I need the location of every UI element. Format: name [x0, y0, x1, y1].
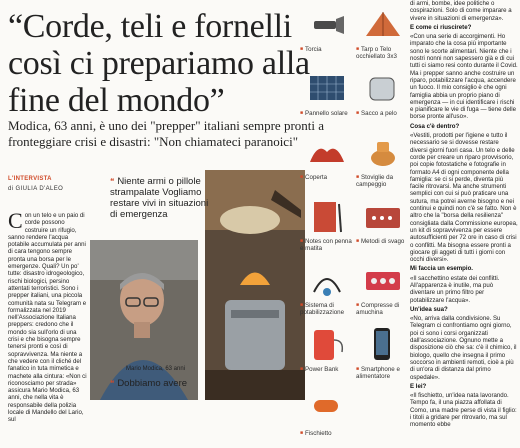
flashlight-icon: [306, 6, 348, 44]
pull-quote-second: [110, 378, 210, 389]
interview-question: Mi faccia un esempio.: [410, 265, 473, 273]
camping-stove-icon: [362, 134, 404, 172]
article-body: [8, 208, 88, 424]
kit-item: ■ Coperta: [300, 128, 354, 192]
kit-item: ■ Sacco a pelo: [356, 64, 410, 128]
sleeping-bag-icon: [362, 70, 404, 108]
solar-panel-icon: [306, 70, 348, 108]
section-label: L'INTERVISTA: [8, 176, 52, 182]
interview-answer: «Il sacchettino estate dei conflitti. All'apparenza è inutile, ma può diventare un primo filtro per potabilizzare l'acqua».: [410, 274, 500, 304]
quote-mark-icon: ❝: [110, 177, 115, 186]
tablets-icon: [362, 262, 404, 300]
drop-cap: C: [8, 208, 23, 233]
tarp-icon: [362, 6, 404, 44]
kit-item: ■ Compresse di amuchina: [356, 256, 410, 320]
article-body-text: on un telo e un paio di corde possono costruire un rifugio, sanno rendere l'acqua potabile accumulata per anni di cara tengono sempre pronta una borsa per le emergenze. Quali? Un po' tutte: disastro idrogeologico, rischi biologici, persino attentati terroristici. Sono i prepper italiani, una piccola comunità nata su Telegram e formalizzata nel 2019 nell'Associazione Italiana preppers: credono che il mondo sia sull'orlo di una crisi e che bisogna sempre tenersi pronti e così di sopravvivenza. Ma niente a che vedere con il cliché del fanatico in tuta mimetica e machete alla cintura: «Non ci riconosciamo per strada» assicura Mario Modica, 63 anni, che nella vita è responsabile della polizia locale di Mandello del Lario, sul: [8, 212, 87, 424]
whistle-icon: [306, 390, 348, 428]
kit-item: ■ Sistema di potabilizzazione: [300, 256, 354, 320]
kit-item: ■ Stoviglie da campeggio: [356, 128, 410, 192]
pull-quote-second-text: Dobbiamo avere: [117, 378, 188, 389]
byline: di GIULIA D'ALEO: [8, 186, 64, 192]
subhead: Modica, 63 anni, è uno dei "prepper" italiani sempre pronti a fronteggiare crisi e disastri: "Non chiamateci paranoici": [8, 118, 325, 149]
interview-answer: «Vestiti, prodotti per l'igiene e tutto il necessario se si dovesse restare diversi giorni fuori casa. Un telo e delle corde per creare un riparo provvisorio, poi copie fotostatiche e fotografie in formato A4 di ogni componente della famiglia: se ci si perde, diventa più facile ritrovarsi. Ma anche strumenti semplici con cui si può praticare una sutura, ma potrei averne bisogno e nei continui e quindi non c'è se fatto. Non è altro che la "borsa della resilienza" consigliata dalla Commissione europea, un kit di sopravvivenza per essere autosufficienti per 72 ore in caso di crisi o conflitti. Ma bisogna essere pronti a giocare gli aggeti di tutti i giorni con occhi diversi».: [410, 132, 518, 264]
portrait-photo: [90, 240, 198, 400]
smartphone-icon: [362, 326, 404, 364]
games-icon: [362, 198, 404, 236]
stove-photo: [205, 170, 305, 400]
kit-item: ■ Fischietto: [300, 384, 354, 448]
kit-item: ■ Smartphone e alimentatore: [356, 320, 410, 384]
headline: “Corde, teli e fornelli così ci prepariamo alla fine del mondo”: [8, 8, 310, 119]
kit-item: ■ Tarp o Telo occhiellato 3x3: [356, 0, 410, 64]
pull-quote: [110, 176, 210, 220]
kit-item: ■ Notes con penna e matita: [300, 192, 354, 256]
interview-answer: «No, arriva dalla condivisione. Su Telegram ci confrontiamo ogni giorno, poi ci sono i corsi organizzati dall'associazione. Ognuno mette a disposizione ciò che sa: c'è il chimico, il biologo, quello che insegna il primo soccorso in ambienti remoti, cioè a più di un'ora di distanza dal primo ospedale».: [410, 315, 517, 381]
interview-question: Cosa c'è dentro?: [410, 122, 460, 130]
interview-answer: di armi, bombe, idee politiche o cospirazioni. Solo di come imparare a vivere in situazioni di emergenza».: [410, 0, 512, 22]
interview-answer: «Il fischietto, un'idea nata lavorando. Tempo fa, il una piazza affollata di Como, una madre perse di vista il figlio: i titoli a gridare per ritrovarlo, ma sul momento ebbe: [410, 392, 517, 429]
kit-item: ■ Metodi di svago: [356, 192, 410, 256]
interview-question: Un'idea sua?: [410, 305, 448, 313]
water-filter-icon: [306, 262, 348, 300]
interview-question: E come ci riuscirete?: [410, 23, 472, 31]
pull-quote-text: Niente armi o pillole strampalate Vogliamo restare vivi in situazioni di emergenza: [110, 176, 209, 220]
kit-item: ■ Pannello solare: [300, 64, 354, 128]
kit-item: ■ Power Bank: [300, 320, 354, 384]
power-bank-icon: [306, 326, 348, 364]
right-column: [410, 0, 518, 431]
kit-item: ■ Torcia: [300, 0, 354, 64]
interview-question: E lei?: [410, 382, 427, 390]
photo-caption: Mario Modica, 63 anni: [126, 366, 186, 372]
blanket-icon: [306, 134, 348, 172]
notebook-icon: [306, 198, 348, 236]
interview-answer: «Con una serie di accorgimenti. Ho imparato che la cosa più importante sono le scorte alimentari. Niente che i nostri nonni non sapessero già e di cui tutti ci siamo resi conto durante il Covid. Ma i prepper sanno anche costruire un riparo, potabilizzare l'acqua, accendere un fuoco. Il mio consiglio è che ogni famiglia abbia un proprio piano di emergenza — in cui identificare i rischi e pianificare le vie di fuga — tiene delle borse pronte all'uso».: [410, 33, 518, 121]
kit-icon-grid: [300, 0, 412, 437]
quote-mark-icon: ❝: [110, 379, 115, 388]
